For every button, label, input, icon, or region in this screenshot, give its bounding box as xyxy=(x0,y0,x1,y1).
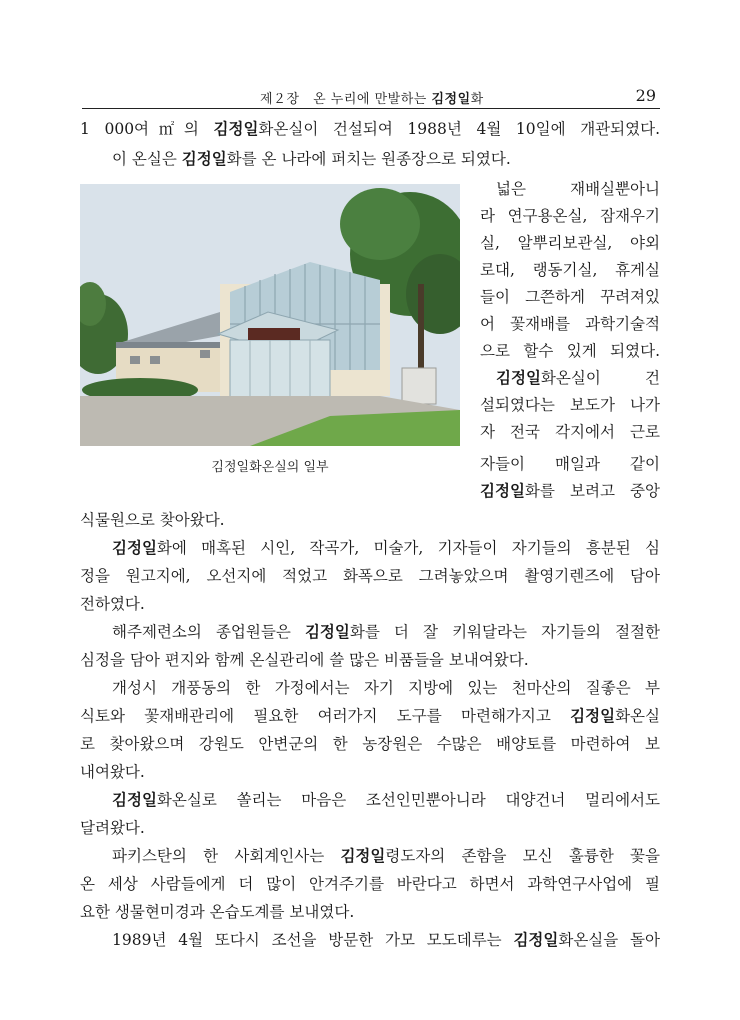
body-line: 내여왔다. xyxy=(80,763,145,781)
body-line xyxy=(112,538,660,558)
body-line: 요한 생물현미경과 온습도계를 보내였다. xyxy=(80,903,355,921)
body-line: 으로 할수 있게 되였다. xyxy=(480,342,660,360)
body-line: 로 찾아왔으며 강원도 안변군의 한 농장원은 수많은 배양토를 마련하여 보 xyxy=(80,735,660,753)
bold-name: 김정일 xyxy=(213,120,259,138)
bold-name: 김정일 xyxy=(181,150,227,168)
body-line: 개성시 개풍동의 한 가정에서는 자기 지방에 있는 천마산의 질좋은 부 xyxy=(112,679,660,697)
chapter-title-bold: 김정일 xyxy=(431,92,471,107)
text-run: 1989년 4월 또다시 조선을 방문한 가모 모도데루는 xyxy=(112,931,514,949)
bold-name: 김정일 xyxy=(112,791,157,809)
bold-name: 김정일 xyxy=(513,931,559,949)
body-line xyxy=(112,622,660,642)
greenhouse-illustration xyxy=(80,184,460,446)
text-run: 령도자의 존함을 모신 훌륭한 꽃을 xyxy=(385,847,660,865)
chapter-title xyxy=(260,88,484,107)
running-header xyxy=(82,86,660,109)
bold-name: 김정일 xyxy=(480,482,525,500)
page-number: 29 xyxy=(635,86,656,105)
photo-caption: 김정일화온실의 일부 xyxy=(211,460,329,475)
text-run: 화를 온 나라에 퍼치는 원종장으로 되였다. xyxy=(226,150,511,168)
body-line: 설되였다는 보도가 나가 xyxy=(480,396,660,414)
bold-name: 김정일 xyxy=(570,707,616,725)
body-line: 정을 원고지에, 오선지에 적었고 화폭으로 그려놓았으며 촬영기렌즈에 담아 xyxy=(80,567,660,585)
chapter-title-suffix: 화 xyxy=(470,92,484,107)
body-line: 넓은 재배실뿐아니 xyxy=(496,180,660,198)
body-line xyxy=(80,119,660,139)
body-line xyxy=(112,930,660,950)
text-run: 1 000여㎡의 xyxy=(80,120,214,138)
body-line xyxy=(112,846,660,866)
body-line: 심정을 담아 편지와 함께 온실관리에 쓸 많은 비품들을 보내여왔다. xyxy=(80,651,529,669)
greenhouse-photo xyxy=(80,184,460,446)
body-line xyxy=(480,481,660,501)
body-line: 로대, 랭동기실, 휴게실 xyxy=(480,261,660,279)
body-line: 자들이 매일과 같이 xyxy=(480,455,660,473)
body-line: 전하였다. xyxy=(80,595,145,613)
body-line: 자 전국 각지에서 근로 xyxy=(480,423,660,441)
body-line: 실, 알뿌리보관실, 야외 xyxy=(480,234,660,252)
text-run: 파키스탄의 한 사회계인사는 xyxy=(112,847,341,865)
text-run: 화에 매혹된 시인, 작곡가, 미술가, 기자들이 자기들의 흥분된 심 xyxy=(156,539,660,557)
bold-name: 김정일 xyxy=(340,847,386,865)
text-run: 화온실 xyxy=(615,707,660,725)
text-run: 식토와 꽃재배관리에 필요한 여러가지 도구를 마련해가지고 xyxy=(80,707,571,725)
text-run: 이 온실은 xyxy=(112,150,182,168)
text-run: 화온실을 돌아 xyxy=(558,931,660,949)
text-run: 화를 더 잘 키워달라는 자기들의 절절한 xyxy=(349,623,660,641)
bold-name: 김정일 xyxy=(112,539,157,557)
body-line xyxy=(112,790,660,810)
body-line xyxy=(112,149,660,169)
body-line: 식물원으로 찾아왔다. xyxy=(80,511,225,529)
bold-name: 김정일 xyxy=(304,623,350,641)
body-line: 달려왔다. xyxy=(80,819,145,837)
text-run: 화온실이 건 xyxy=(540,369,660,387)
chapter-title-text: 제２장 온 누리에 만발하는 xyxy=(260,92,432,107)
text-run: 화를 보려고 중앙 xyxy=(524,482,660,500)
body-line: 어 꽃재배를 과학기술적 xyxy=(480,315,660,333)
body-line: 온 세상 사람들에게 더 많이 안겨주기를 바란다고 하면서 과학연구사업에 필 xyxy=(80,875,660,893)
body-line: 라 연구용온실, 잠재우기 xyxy=(480,207,660,225)
text-run: 화온실로 쏠리는 마음은 조선인민뿐아니라 대양건너 멀리에서도 xyxy=(156,791,660,809)
body-line xyxy=(80,706,660,726)
bold-name: 김정일 xyxy=(496,369,541,387)
body-line xyxy=(496,368,660,388)
text-run: 해주제련소의 종업원들은 xyxy=(112,623,305,641)
body-line: 들이 그쯘하게 꾸려져있 xyxy=(480,288,660,306)
text-run: 화온실이 건설되여 1988년 4월 10일에 개관되였다. xyxy=(258,120,660,138)
